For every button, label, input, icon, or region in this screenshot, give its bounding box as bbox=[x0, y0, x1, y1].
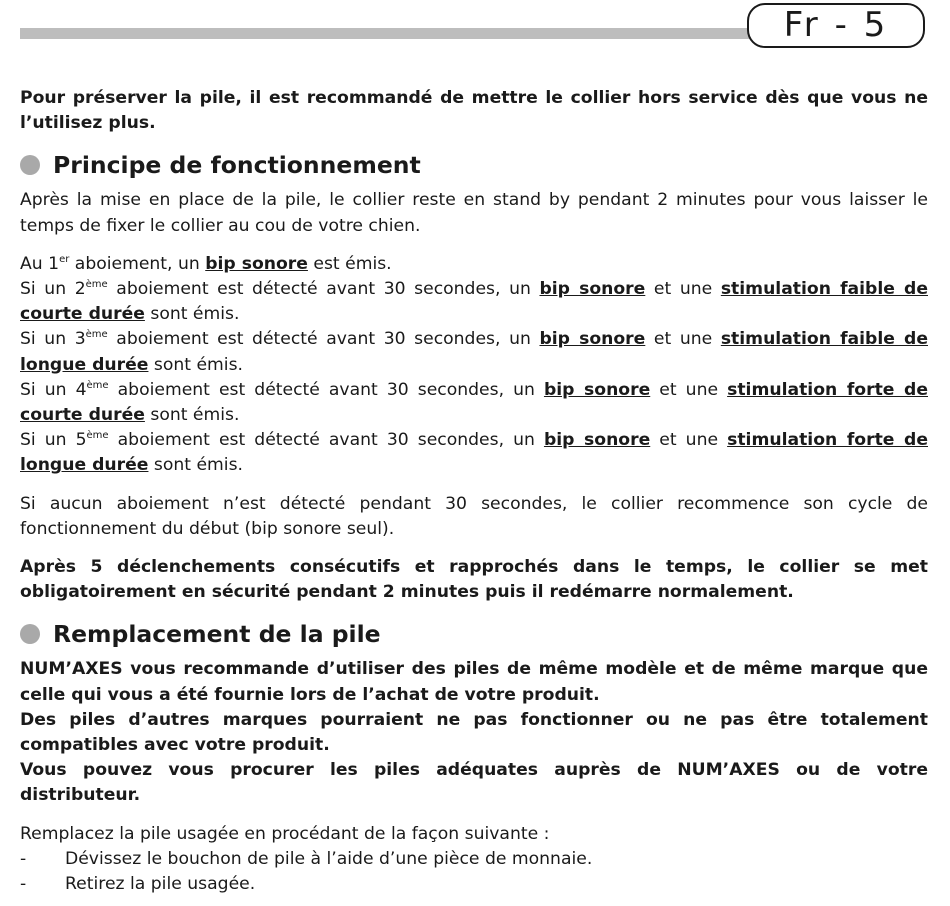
highlight-term: bip sonore bbox=[205, 253, 308, 274]
recommendation-line-2: Des piles d’autres marques pourraient ne pas fonctionner ou ne pas être totalement compatibles avec votre produit. bbox=[20, 709, 928, 756]
replace-steps bbox=[20, 847, 928, 897]
highlight-term: bip sonore bbox=[539, 329, 646, 350]
recommendation-line-3: Vous pouvez vous procurer les piles adéquates auprès de NUM’AXES ou de votre distributeur. bbox=[20, 760, 928, 806]
step-text: Dévissez le bouchon de pile à l’aide d’une pièce de monnaie. bbox=[65, 848, 593, 869]
dash-marker: - bbox=[20, 874, 27, 895]
principle-paragraph: Après la mise en place de la pile, le collier reste en stand by pendant 2 minutes pour vous laisser le temps de fixer le collier au cou de votre chien. bbox=[20, 190, 928, 236]
page-content bbox=[20, 86, 928, 897]
section-heading-battery bbox=[20, 618, 928, 650]
bark-line-5: Si un 5ème aboiement est détecté avant 30 secondes, un bip sonore et une stimulation forte de longue durée sont émis. bbox=[20, 430, 928, 476]
bark-line-3: Si un 3ème aboiement est détecté avant 30 secondes, un bip sonore et une stimulation faible de longue durée sont émis. bbox=[20, 329, 928, 375]
header-bar bbox=[20, 28, 760, 39]
highlight-term: stimulation forte de longue durée bbox=[20, 430, 928, 476]
circle-bullet-icon bbox=[20, 624, 40, 644]
list-item bbox=[20, 872, 928, 897]
circle-bullet-icon bbox=[20, 155, 40, 175]
section-heading-principle bbox=[20, 149, 928, 181]
dash-marker: - bbox=[20, 848, 27, 869]
section-title: Principe de fonctionnement bbox=[53, 151, 421, 180]
highlight-term: bip sonore bbox=[543, 379, 651, 400]
bark-line-4: Si un 4ème aboiement est détecté avant 30 secondes, un bip sonore et une stimulation forte de courte durée sont émis. bbox=[20, 379, 928, 426]
bark-line-1: Au 1er aboiement, un bip sonore est émis. bbox=[20, 253, 392, 274]
section-title: Remplacement de la pile bbox=[53, 620, 381, 649]
highlight-term: bip sonore bbox=[539, 279, 646, 300]
highlight-term: bip sonore bbox=[543, 430, 651, 451]
highlight-term: stimulation faible de longue durée bbox=[20, 329, 928, 375]
intro-paragraph: Pour préserver la pile, il est recommandé de mettre le collier hors service dès que vous ne l’utilisez plus. bbox=[20, 88, 928, 134]
replace-intro: Remplacez la pile usagée en procédant de la façon suivante : bbox=[20, 823, 550, 844]
highlight-term: stimulation forte de courte durée bbox=[20, 379, 928, 426]
reset-paragraph: Si aucun aboiement n’est détecté pendant 30 secondes, le collier recommence son cycle de fonctionnement du début (bip sonore seul). bbox=[20, 493, 928, 539]
highlight-term: stimulation faible de courte durée bbox=[20, 279, 928, 325]
list-item bbox=[20, 847, 928, 872]
bark-line-2: Si un 2ème aboiement est détecté avant 30 secondes, un bip sonore et une stimulation faible de courte durée sont émis. bbox=[20, 279, 928, 325]
step-text: Retirez la pile usagée. bbox=[65, 874, 256, 895]
safety-paragraph: Après 5 déclenchements consécutifs et rapprochés dans le temps, le collier se met obligatoirement en sécurité pendant 2 minutes puis il redémarre normalement. bbox=[20, 557, 928, 603]
bark-sequence bbox=[20, 252, 928, 479]
page-number-label: Fr - 5 bbox=[747, 3, 925, 48]
battery-recommendation bbox=[20, 657, 928, 808]
recommendation-line-1: NUM’AXES vous recommande d’utiliser des piles de même modèle et de même marque que celle qui vous a été fournie lors de l’achat de votre produit. bbox=[20, 659, 928, 705]
